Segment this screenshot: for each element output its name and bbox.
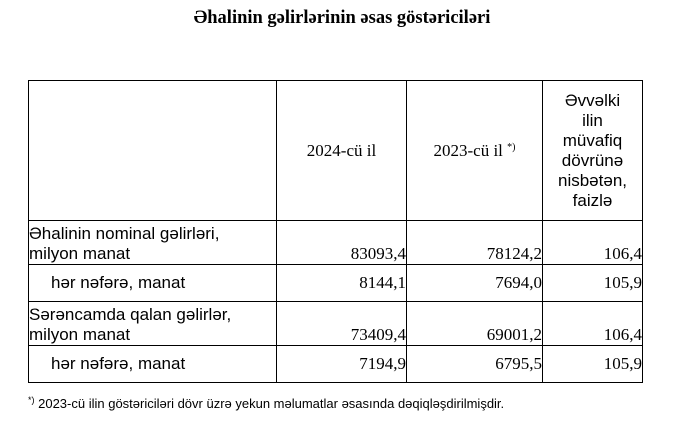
table-row	[29, 346, 643, 383]
row-label	[29, 265, 277, 302]
table-row	[29, 302, 643, 346]
value-2024: 8144,1	[277, 265, 407, 302]
row-label-line: milyon manat	[29, 244, 131, 263]
value-2024: 83093,4	[277, 221, 407, 265]
value-percent: 106,4	[543, 221, 643, 265]
page-title: Əhalinin gəlirlərinin əsas göstəriciləri	[193, 8, 491, 28]
header-percent-line: faizlə	[572, 190, 613, 210]
row-label	[29, 346, 277, 383]
footnote	[28, 396, 504, 411]
header-2023-footnote-mark: *)	[507, 141, 516, 153]
value-2024: 73409,4	[277, 302, 407, 346]
header-empty-cell	[29, 81, 277, 221]
value-2023: 7694,0	[407, 265, 543, 302]
header-percent-line: dövrünə	[561, 150, 624, 170]
row-label	[29, 302, 277, 346]
header-2023	[407, 81, 543, 221]
income-indicators-table	[28, 80, 643, 383]
header-percent-change	[543, 81, 643, 221]
row-label-line: hər nəfərə, manat	[51, 273, 186, 292]
header-2023-label: 2023-cü il	[433, 140, 503, 160]
row-label-line: Əhalinin nominal gəlirləri,	[29, 224, 220, 243]
value-percent: 105,9	[543, 346, 643, 383]
value-2023: 69001,2	[407, 302, 543, 346]
value-2024: 7194,9	[277, 346, 407, 383]
footnote-mark: *)	[28, 395, 35, 405]
header-percent-line: ilin	[582, 110, 603, 130]
header-percent-line: Əvvəlki	[564, 90, 621, 110]
row-label-line: Sərəncamda qalan gəlirlər,	[29, 305, 232, 324]
footnote-text: 2023-cü ilin göstəriciləri dövr üzrə yekun məlumatlar əsasında dəqiqləşdirilmişdir.	[34, 396, 505, 411]
header-percent-line: müvafiq	[562, 130, 623, 150]
row-label	[29, 221, 277, 265]
row-label-line: hər nəfərə, manat	[51, 354, 186, 373]
value-percent: 105,9	[543, 265, 643, 302]
value-2023: 6795,5	[407, 346, 543, 383]
header-2024-label: 2024-cü il	[306, 140, 377, 160]
header-2024	[277, 81, 407, 221]
table-row	[29, 265, 643, 302]
value-percent: 106,4	[543, 302, 643, 346]
table-header-row	[29, 81, 643, 221]
value-2023: 78124,2	[407, 221, 543, 265]
row-label-line: milyon manat	[29, 325, 131, 344]
header-percent-line: nisbətən,	[558, 170, 627, 190]
table-row	[29, 221, 643, 265]
